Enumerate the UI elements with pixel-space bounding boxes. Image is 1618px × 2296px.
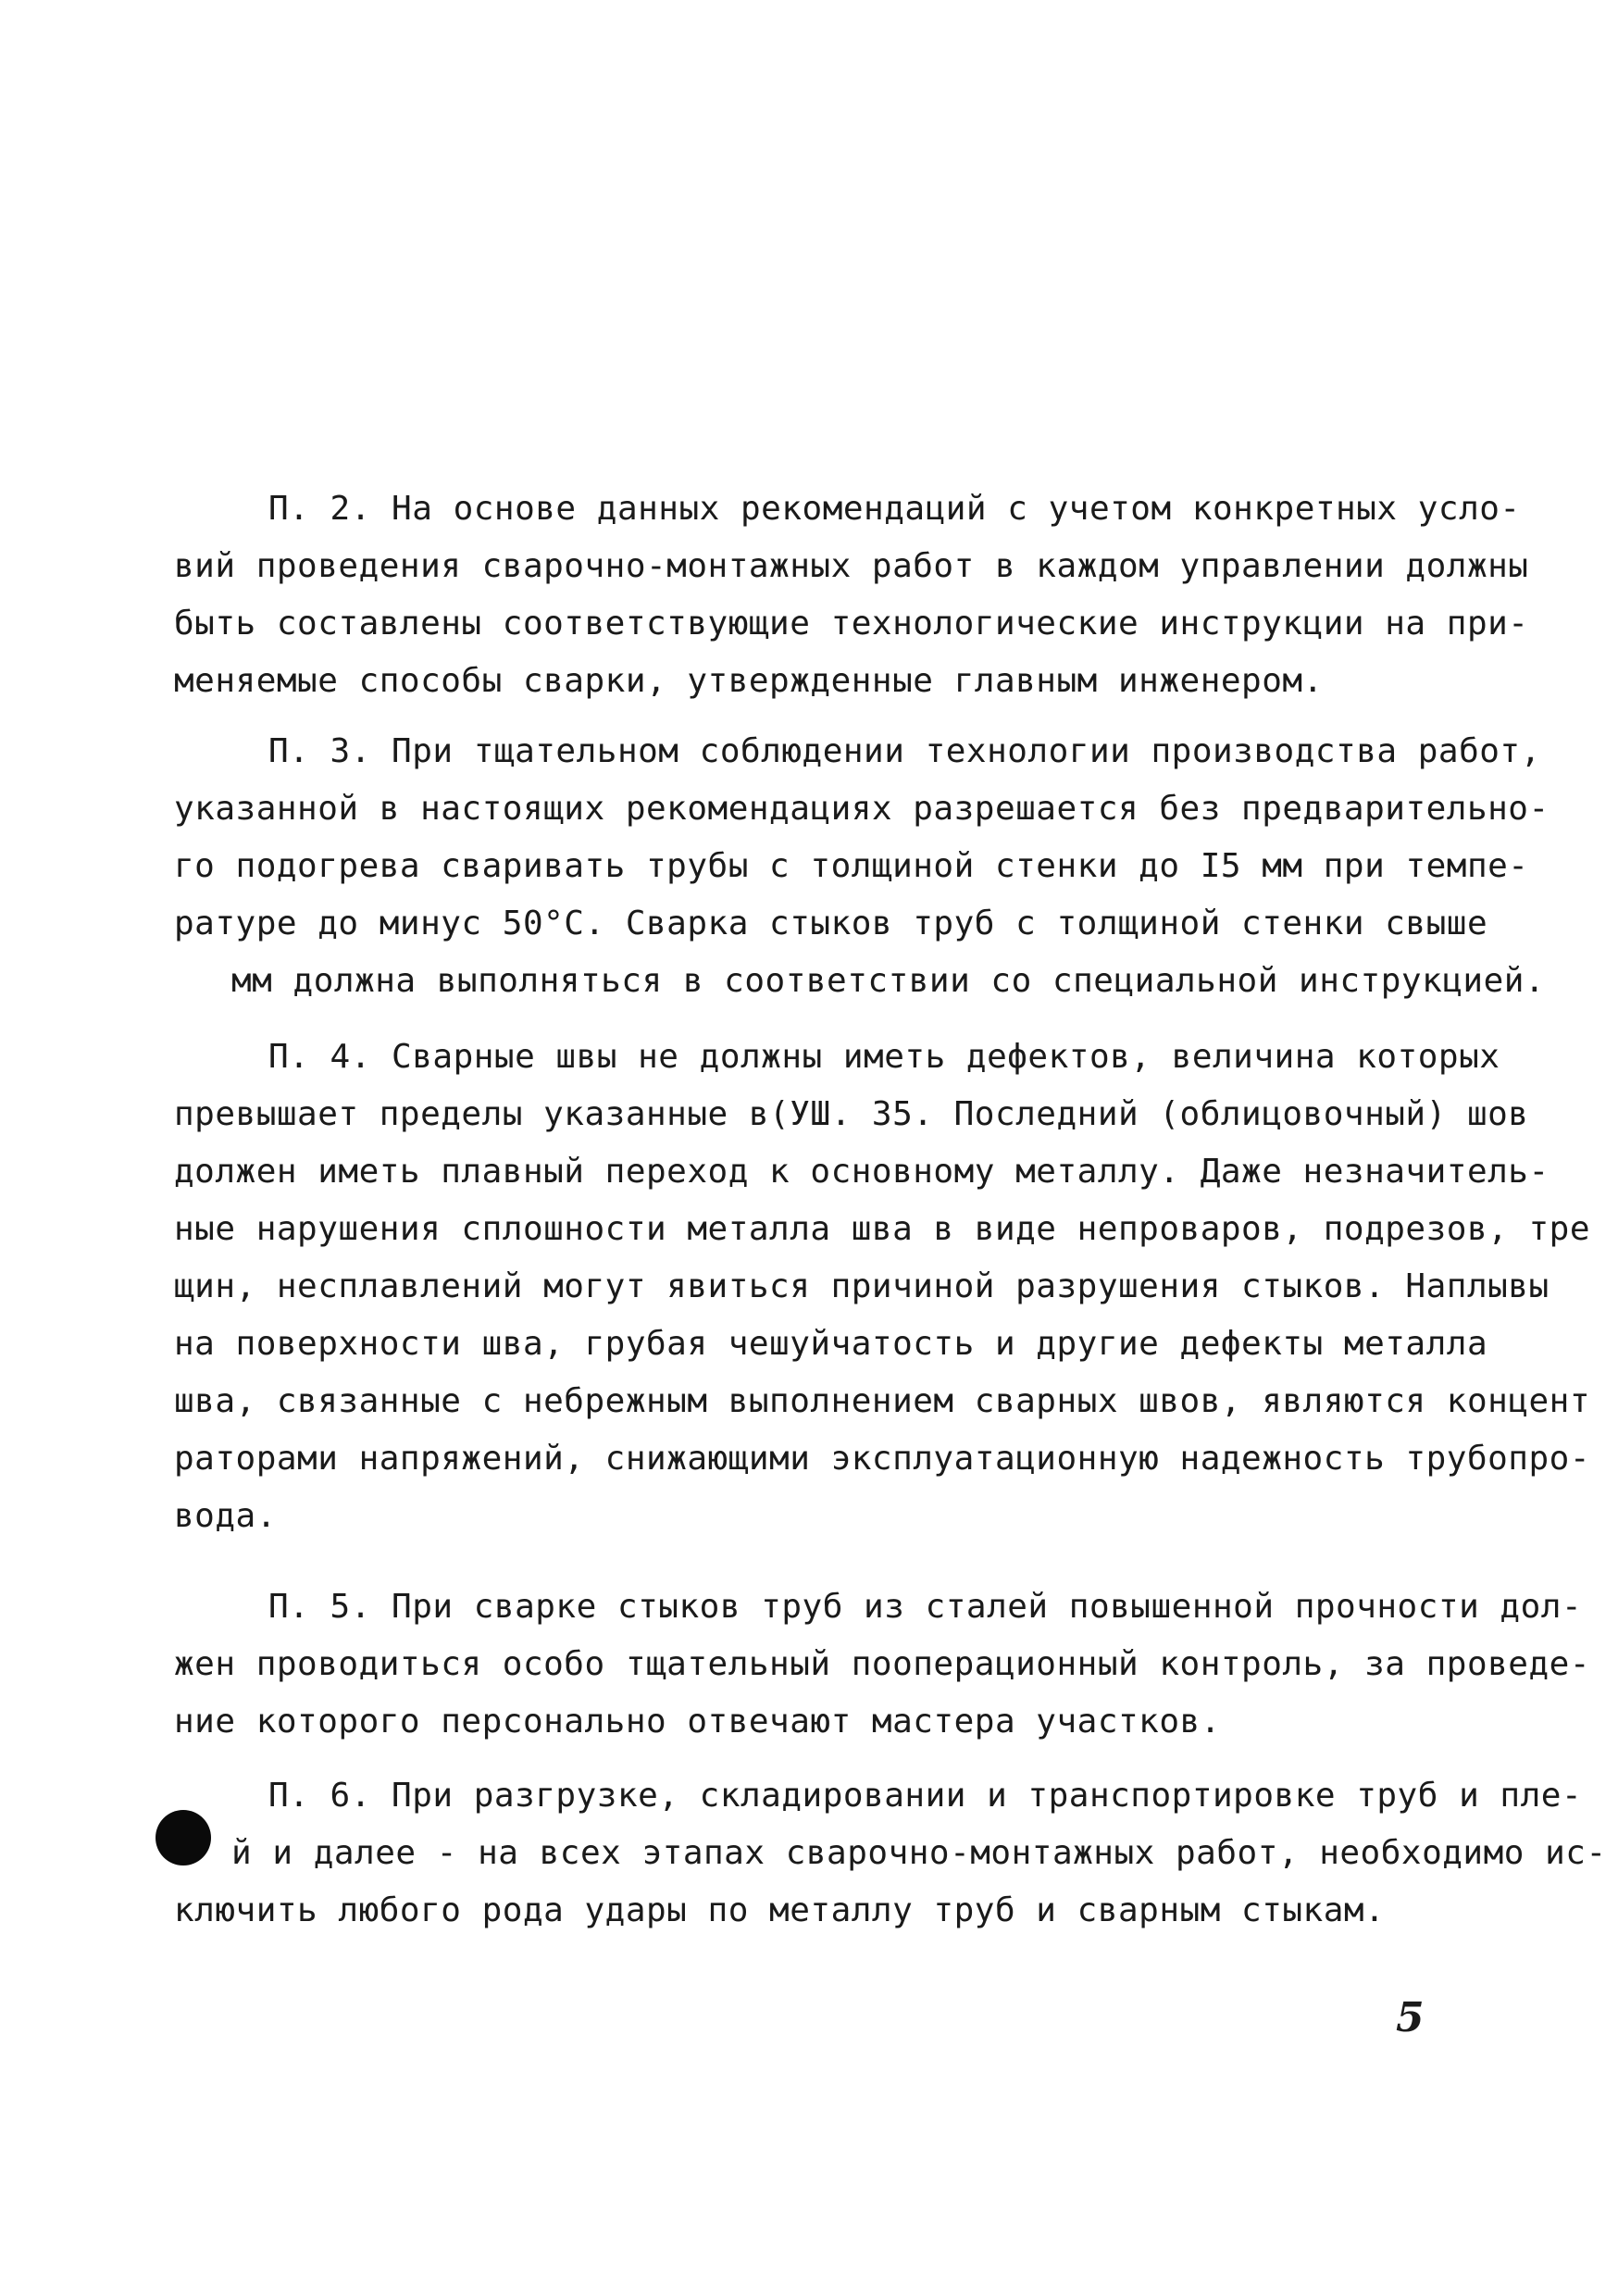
text-line: ратуре до минус 50°С. Сварка стыков труб с толщиной стенки свыше: [174, 905, 1488, 942]
text-line: П. 5. При сварке стыков труб из сталей повышенной прочности дол-: [268, 1588, 1583, 1626]
text-line: раторами напряжений, снижающими эксплуатационную надежность трубопро-: [174, 1440, 1590, 1478]
text-line: мм должна выполняться в соответствии со специальной инструкцией.: [231, 962, 1546, 1000]
text-line: П. 2. На основе данных рекомендаций с учетом конкретных усло-: [268, 490, 1521, 528]
page-number: 5: [1396, 1994, 1425, 2041]
text-line: П. 6. При разгрузке, складировании и транспортировке труб и пле-: [268, 1777, 1583, 1815]
text-line: вода.: [174, 1497, 277, 1535]
text-line: шва, связанные с небрежным выполнением сварных швов, являются концент: [174, 1382, 1590, 1420]
text-line: П. 4. Сварные швы не должны иметь дефектов, величина которых: [268, 1038, 1500, 1076]
text-line: должен иметь плавный переход к основному металлу. Даже незначитель-: [174, 1153, 1550, 1191]
text-line: ние которого персонально отвечают мастера участков.: [174, 1703, 1221, 1741]
text-line: ные нарушения сплошности металла шва в виде непроваров, подрезов, тре: [174, 1210, 1590, 1248]
text-line: го подогрева сваривать трубы с толщиной стенки до I5 мм при темпе-: [174, 847, 1529, 885]
text-line: на поверхности шва, грубая чешуйчатость и другие дефекты металла: [174, 1325, 1488, 1363]
text-line: П. 3. При тщательном соблюдении технологии производства работ,: [268, 732, 1541, 770]
text-line: меняемые способы сварки, утвержденные главным инженером.: [174, 662, 1324, 700]
text-line: быть составлены соответствующие технологические инструкции на при-: [174, 605, 1529, 643]
text-line: жен проводиться особо тщательный пооперационный контроль, за проведе-: [174, 1645, 1590, 1683]
text-line: й и далее - на всех этапах сварочно-монтажных работ, необходимо ис-: [231, 1834, 1607, 1872]
text-line: вий проведения сварочно-монтажных работ в каждом управлении должны: [174, 547, 1529, 585]
ink-blot: [156, 1810, 211, 1866]
text-line: превышает пределы указанные в(УШ. 35. Последний (облицовочный) шов: [174, 1095, 1529, 1133]
text-line: указанной в настоящих рекомендациях разрешается без предварительно-: [174, 790, 1550, 828]
text-line: ключить любого рода удары по металлу труб и сварным стыкам.: [174, 1891, 1386, 1929]
text-line: щин, несплавлений могут явиться причиной разрушения стыков. Наплывы: [174, 1267, 1550, 1305]
